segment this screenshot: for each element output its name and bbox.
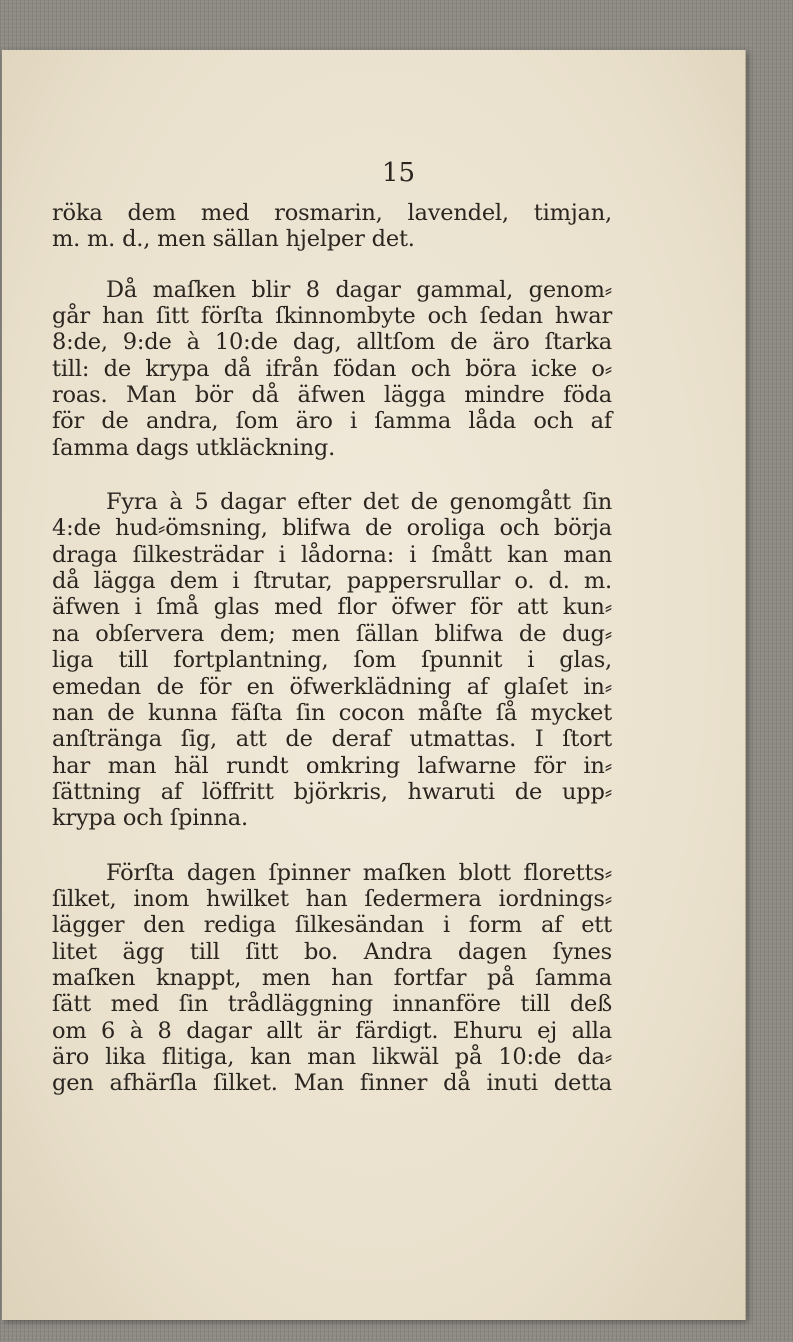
text-line: äro lika flitiga, kan man likwäl på 10:de da⸗ <box>52 1043 612 1070</box>
text-line: då lägga dem i ſtrutar, pappersrullar o. d. m. <box>52 568 612 595</box>
text-line: krypa och ſpinna. <box>52 805 248 832</box>
book-page <box>2 50 746 1320</box>
paragraph-1 <box>52 200 612 253</box>
text-line: draga ſilkesträdar i lådorna: i ſmått kan man <box>52 541 612 568</box>
body-text <box>52 200 612 1097</box>
text-line: lägger den redigа ſilkesändan i form af ett <box>52 912 612 939</box>
text-line: ſilket, inom hwilket han ſedermera iordnings⸗ <box>52 885 612 912</box>
text-line: na obſervera dem; men ſällan blifwa de dug⸗ <box>52 620 612 647</box>
text-line: går han ſitt förſta ſkinnombyte och ſedan hwar <box>52 303 612 330</box>
paragraph-4 <box>52 860 612 1097</box>
text-line: röka dem med rosmarin, lavendel, timjan, <box>52 200 612 226</box>
text-line: om 6 à 8 dagar allt är färdigt. Ehuru ej alla <box>52 1017 612 1044</box>
text-line: 8:de, 9:de à 10:de dag, alltſom de äro ſtarka <box>52 329 612 356</box>
text-line: för de andra, ſom äro i ſamma låda och af <box>52 408 612 435</box>
text-line: roas. Man bör då äfwen lägga mindre föda <box>52 382 612 409</box>
text-line: litet ägg till ſitt bo. Andra dagen ſynes <box>52 938 612 965</box>
text-line: har man häl rundt omkring lafwarne för in⸗ <box>52 752 612 779</box>
text-line: gen afhärſla ſilket. Man finner då inuti detta <box>52 1070 612 1097</box>
text-line: emedan de för en öfwerklädning af glaſet in⸗ <box>52 673 612 700</box>
page-number: 15 <box>381 158 416 188</box>
text-line: nan de kunna fäſta ſin cocon måſte ſå mycket <box>52 699 612 726</box>
text-line: maſken knappt, men han fortfar på ſamma <box>52 964 612 991</box>
paragraph-2 <box>52 277 612 461</box>
text-line: till: de krypa då ifrån födan och böra icke o⸗ <box>52 355 612 382</box>
text-line: Fyra à 5 dagar efter det de genomgått ſin <box>106 489 612 516</box>
text-line: liga till fortplantning, ſom ſpunnit i glas, <box>52 647 612 674</box>
text-line: ſätt med ſin trådläggning innanföre till deß <box>52 991 612 1018</box>
text-line: Förſta dagen ſpinner maſken blott floretts⸗ <box>106 859 612 886</box>
paragraph-3 <box>52 489 612 831</box>
text-line: m. m. d., men sällan hjelper det. <box>52 226 415 253</box>
text-line: Då maſken blir 8 dagar gammal, genom⸗ <box>106 276 612 303</box>
text-line: anſtränga ſig, att de deraf utmattas. I ſtort <box>52 726 612 753</box>
text-line: ſamma dags utkläckning. <box>52 434 336 461</box>
text-line: ſättning af löffritt björkris, hwaruti de upp⸗ <box>52 778 612 805</box>
text-line: 4:de hud⸗ömsning, blifwa de oroliga och börja <box>52 515 612 542</box>
text-line: äfwen i ſmå glas med flor öfwer för att kun⸗ <box>52 594 612 621</box>
